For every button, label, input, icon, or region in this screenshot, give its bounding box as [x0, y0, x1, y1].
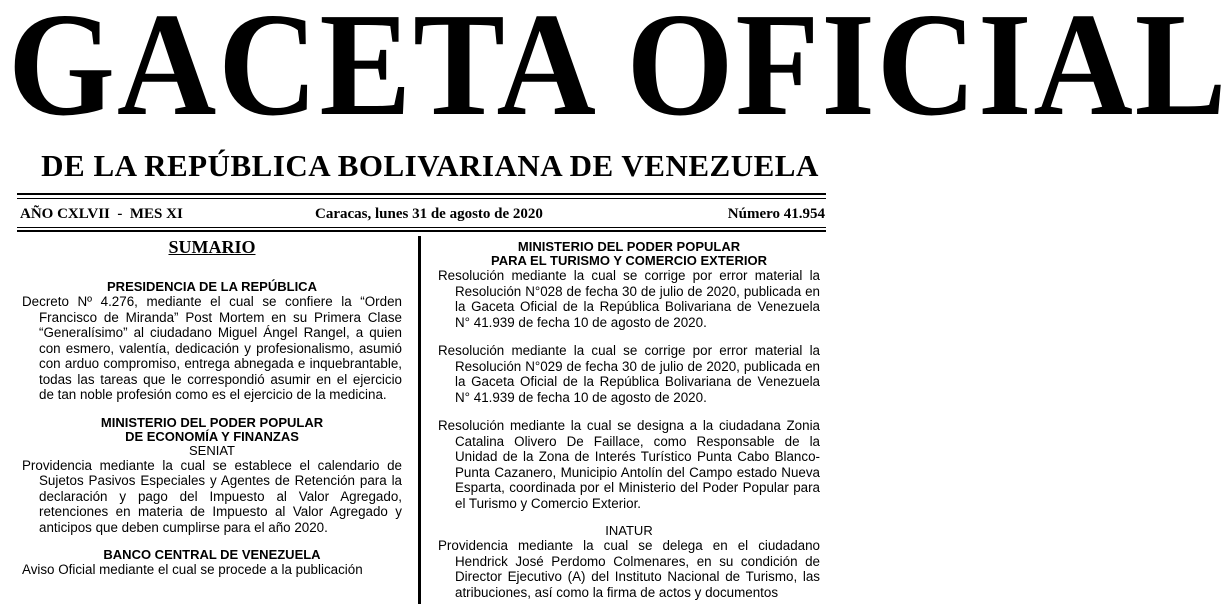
section-subheading: INATUR — [605, 523, 653, 538]
summary-section — [22, 416, 402, 536]
summary-entry: Aviso Oficial mediante el cual se procede a la publicación — [22, 562, 363, 577]
sumario-heading — [22, 236, 402, 258]
header-rule-bottom-thin — [17, 227, 826, 228]
summary-entry: Providencia mediante la cual se establece el calendario de Sujetos Pasivos Especiales y Agentes de Retención para la declaración y pago del Impuesto al Valor Agregado, retenciones en materia de Impuesto al Valor Agregado y anticipos que deben cumplirse para el año 2020. — [22, 457, 402, 535]
header-rule-top — [17, 193, 826, 195]
summary-section — [438, 524, 820, 600]
section-heading: BANCO CENTRAL DE VENEZUELA — [103, 547, 321, 562]
summary-section — [438, 240, 820, 511]
spacer — [438, 330, 820, 343]
summary-section — [22, 280, 402, 403]
section-heading: MINISTERIO DEL PODER POPULAR DE ECONOMÍA Y FINANZAS — [100, 414, 324, 444]
section-heading: MINISTERIO DEL PODER POPULAR PARA EL TURISMO Y COMERCIO EXTERIOR — [491, 239, 767, 268]
section-heading: PRESIDENCIA DE LA REPÚBLICA — [107, 279, 317, 294]
header-rule-bottom — [17, 230, 826, 232]
summary-entry: Decreto Nº 4.276, mediante el cual se confiere la “Orden Francisco de Miranda” Post Mortem en su Primera Clase “Generalísimo” al ciudadano Miguel Ángel Rangel, a quien con esmero, valentía, dedicación y profesionalismo, asumió con arduo compromiso, entrega abnegada e inquebrantable, todas las tareas que le correspondió asumir en el ejercicio de tan noble profesión como es el ejercicio de la medicina. — [22, 294, 402, 402]
spacer — [22, 403, 402, 416]
summary-entry: Providencia mediante la cual se delega en el ciudadano Hendrick José Perdomo Colmenares, en su condición de Director Ejecutivo (A) del Instituto Nacional de Turismo, las atribuciones, así como la firma de actos y documentos — [438, 538, 820, 600]
spacer — [22, 258, 402, 280]
summary-entry: Resolución mediante la cual se corrige por error material la Resolución N°028 de fecha 30 de julio de 2020, publicada en la Gaceta Oficial de la República Bolivariana de Venezuela N° 41.939 de fecha 10 de agosto de 2020. — [438, 268, 820, 330]
summary-entry: Resolución mediante la cual se designa a la ciudadana Zonia Catalina Olivero De Faillace, como Responsable de la Unidad de la Zona de Interés Turístico Punta Cabo Blanco-Punta Cazanero, Municipio Antolín del Campo estado Nueva Esparta, coordinada por el Ministerio del Poder Popular para el Turismo y Comercio Exterior. — [438, 418, 820, 511]
masthead-title: GACETA OFICIAL — [8, 0, 1228, 147]
header-rule-top-thin — [17, 198, 826, 199]
sumario-label: SUMARIO — [168, 237, 256, 257]
spacer — [438, 405, 820, 418]
section-subheading: SENIAT — [189, 442, 235, 458]
summary-entry: Resolución mediante la cual se corrige por error material la Resolución N°029 de fecha 30 de julio de 2020, publicada en la Gaceta Oficial de la República Bolivariana de Venezuela N° 41.939 de fecha 10 de agosto de 2020. — [438, 343, 820, 405]
summary-section — [22, 548, 402, 578]
masthead — [0, 0, 1228, 150]
issue-number: Número 41.954 — [727, 206, 825, 222]
summary-left-column — [22, 236, 402, 604]
issue-date: Caracas, lunes 31 de agosto de 2020 — [315, 206, 543, 222]
masthead-subtitle: DE LA REPÚBLICA BOLIVARIANA DE VENEZUELA — [41, 148, 819, 183]
issue-year: AÑO CXLVII - MES XI — [20, 206, 183, 222]
issue-bar — [20, 206, 825, 228]
column-divider — [418, 236, 421, 604]
summary-right-column — [438, 236, 820, 604]
